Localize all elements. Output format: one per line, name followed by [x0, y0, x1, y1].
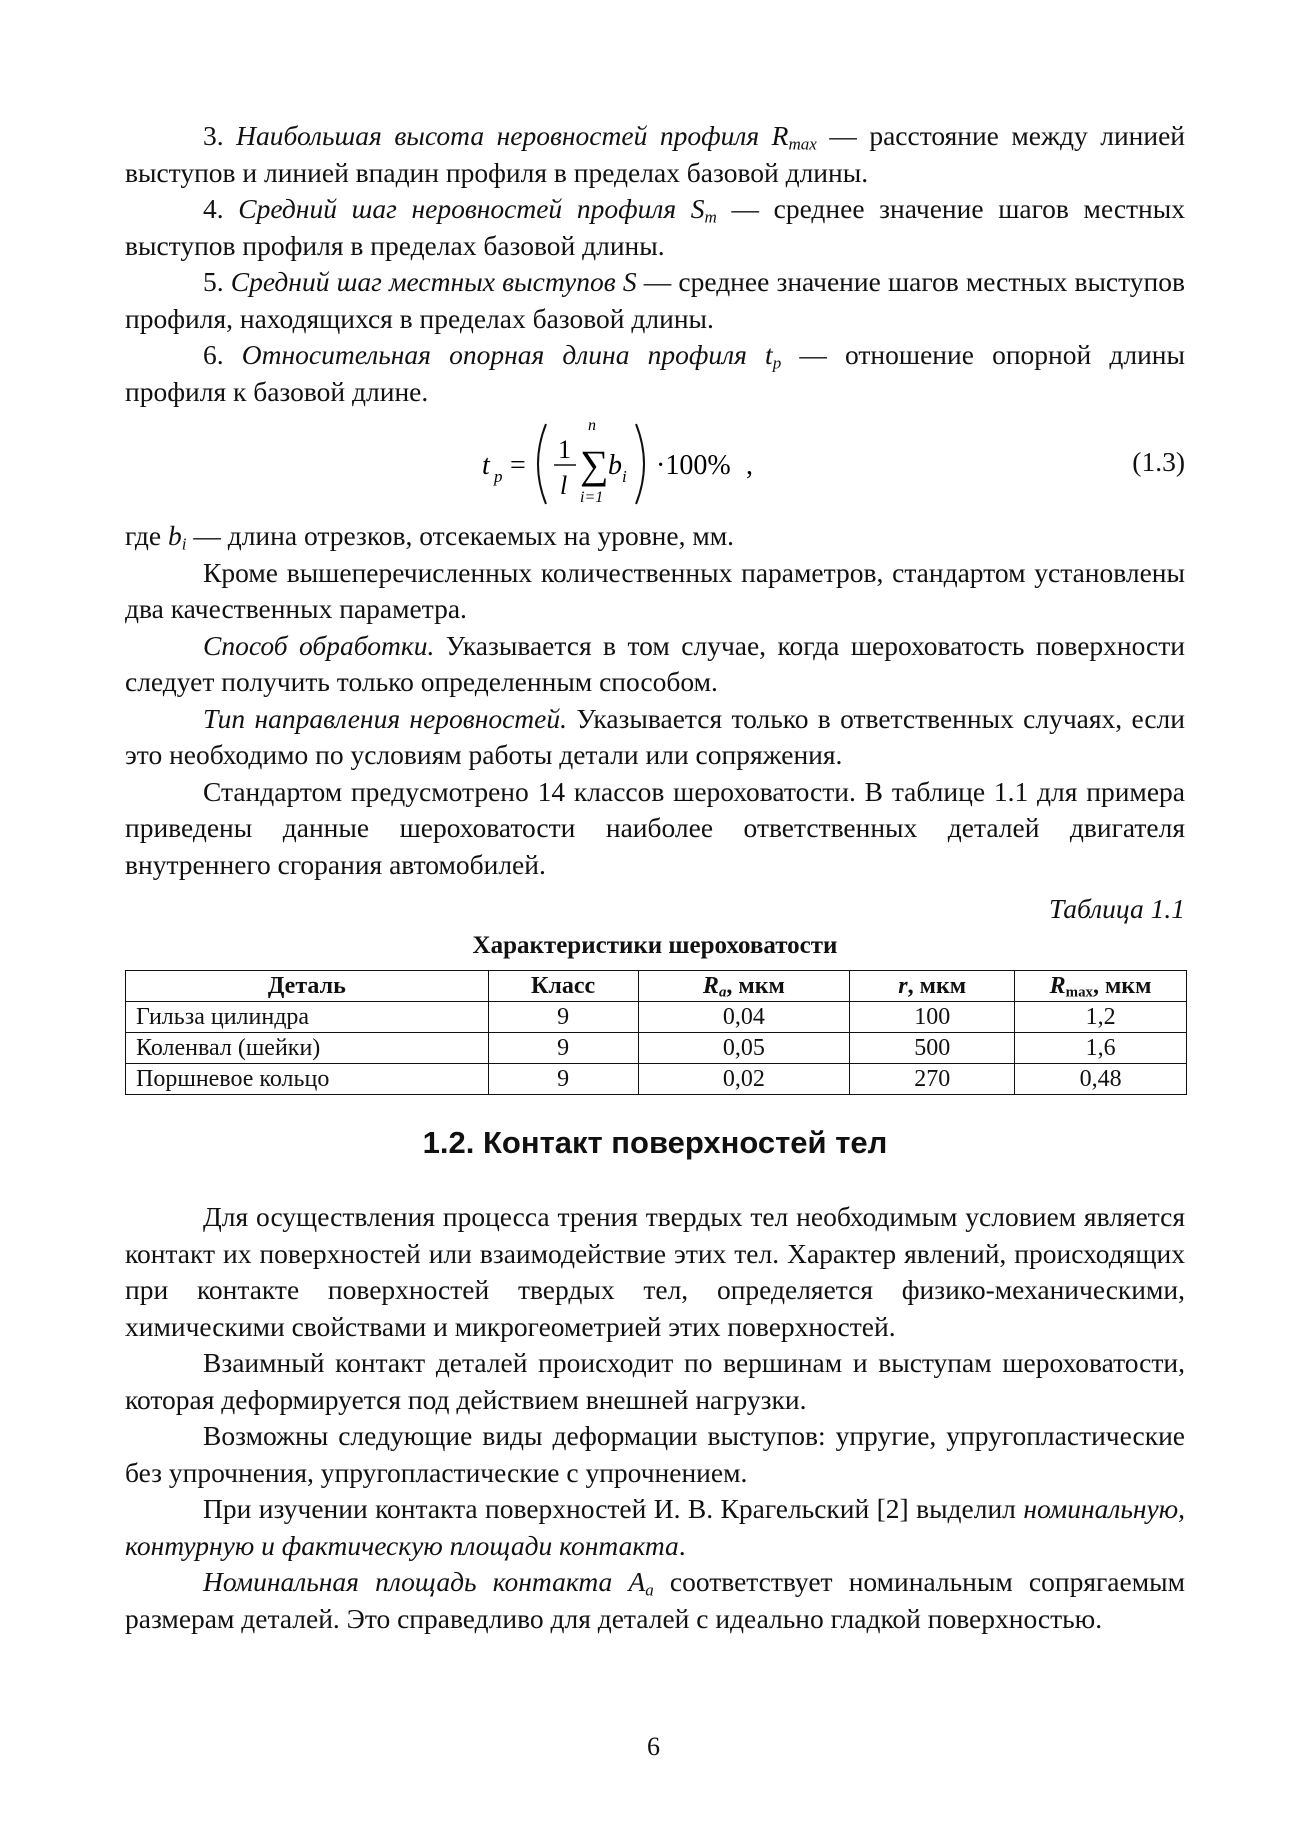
- right-paren: [636, 424, 644, 504]
- fraction-denominator: l: [560, 471, 568, 500]
- table-row: [126, 1002, 1187, 1033]
- formula-lhs-sub: p: [494, 467, 503, 486]
- cell-rmax: 1,6: [1015, 1033, 1187, 1064]
- section-paragraph: Возможны следующие виды деформации выступов: упругие, упругопластические без упрочнения, упругопластические с упрочнением.: [125, 1420, 1185, 1488]
- paragraph-standard: Стандартом предусмотрено 14 классов шероховатости. В таблице 1.1 для примера приведены данные шероховатости наиболее ответственных деталей двигателя внутреннего сгорания автомобилей.: [125, 775, 1185, 880]
- formula-1-3: [125, 414, 1185, 514]
- cell-rmax: 0,48: [1015, 1064, 1187, 1095]
- cell-ra: 0,05: [638, 1033, 850, 1064]
- cell-r: 270: [850, 1064, 1015, 1095]
- header-r: r, мкм: [850, 971, 1015, 1002]
- cell-ra: 0,02: [638, 1064, 850, 1095]
- formula-equals: =: [510, 450, 526, 481]
- paragraph-besides: Кроме вышеперечисленных количественных параметров, стандартом установлены два качественных параметра.: [125, 556, 1185, 624]
- sum-lower-limit: i=1: [580, 489, 604, 506]
- sum-variable: b: [608, 450, 622, 481]
- header-rmax: $R_{max}$, мкм: [1015, 971, 1187, 1002]
- fraction-numerator: 1: [558, 435, 571, 464]
- header-ra: $R_a$, мкм: [638, 971, 850, 1002]
- section-paragraph: Номинальная площадь контакта $A_a$ соответствует номинальным сопрягаемым размерам деталей. Это справедливо для деталей с идеально гладкой поверхностью.: [125, 1566, 1185, 1634]
- page-body: [125, 118, 1185, 1637]
- formula-comma: ,: [746, 450, 753, 481]
- roughness-table: [125, 970, 1187, 1095]
- sum-upper-limit: n: [588, 417, 596, 434]
- table-row: [126, 1033, 1187, 1064]
- section-paragraph: При изучении контакта поверхностей И. В. Крагельский [2] выделил номинальную, контурную и фактическую площади контакта.: [125, 1493, 1185, 1561]
- paragraph-direction: Тип направления неровностей. Указывается только в ответственных случаях, если это необходимо по условиям работы детали или сопряжения.: [125, 702, 1185, 770]
- cell-part: Гильза цилиндра: [126, 1002, 489, 1033]
- cell-rmax: 1,2: [1015, 1002, 1187, 1033]
- section-heading: 1.2. Контакт поверхностей тел: [422, 1125, 888, 1160]
- table-row: [126, 1064, 1187, 1095]
- cell-class: 9: [488, 1033, 638, 1064]
- header-part: Деталь: [126, 971, 489, 1002]
- paragraph-where: где $b_i$ — длина отрезков, отсекаемых на уровне, мм.: [125, 520, 735, 554]
- sum-variable-sub: i: [622, 467, 627, 486]
- section-paragraph: Для осуществления процесса трения твердых тел необходимым условием является контакт их поверхностей или взаимодействие этих тел. Характер явлений, происходящих при контакте поверхностей твердых тел, определяется физико-механическими, химическими свойствами и микрогеометрией этих поверхностей.: [125, 1201, 1185, 1342]
- formula-number: (1.3): [1132, 446, 1185, 477]
- table-header-row: [126, 971, 1187, 1002]
- page-number: 6: [647, 1732, 660, 1761]
- paragraph-sm: 4. Средний шаг неровностей профиля $S_m$ — среднее значение шагов местных выступов профиля в пределах базовой длины.: [125, 193, 1186, 261]
- formula-tail: ·100%: [656, 450, 731, 481]
- cell-part: Коленвал (шейки): [126, 1033, 489, 1064]
- cell-class: 9: [488, 1002, 638, 1033]
- paragraph-s: 5. Средний шаг местных выступов S — среднее значение шагов местных выступов профиля, находящихся в пределах базовой длины.: [125, 266, 1185, 334]
- table-title: Характеристики шероховатости: [472, 931, 838, 959]
- cell-r: 100: [850, 1002, 1015, 1033]
- header-class: Класс: [488, 971, 638, 1002]
- table-caption: Таблица 1.1: [1048, 893, 1185, 924]
- sum-sign: ∑: [580, 442, 609, 487]
- cell-r: 500: [850, 1033, 1015, 1064]
- cell-part: Поршневое кольцо: [126, 1064, 489, 1095]
- paragraph-method: Способ обработки. Указывается в том случае, когда шероховатость поверхности следует получить только определенным способом.: [125, 629, 1185, 697]
- formula-lhs: t: [482, 450, 490, 481]
- section-paragraph: Взаимный контакт деталей происходит по вершинам и выступам шероховатости, которая деформируется под действием внешней нагрузки.: [125, 1347, 1185, 1415]
- cell-ra: 0,04: [638, 1002, 850, 1033]
- cell-class: 9: [488, 1064, 638, 1095]
- formula-graphic: [480, 414, 880, 514]
- paragraph-rmax: 3. Наибольшая высота неровностей профиля $R_{max}$ — расстояние между линией выступов и линией впадин профиля в пределах базовой длины.: [125, 120, 1186, 188]
- paragraph-tp: 6. Относительная опорная длина профиля $t_p$ — отношение опорной длины профиля к базовой длине.: [125, 339, 1186, 407]
- left-paren: [538, 424, 546, 504]
